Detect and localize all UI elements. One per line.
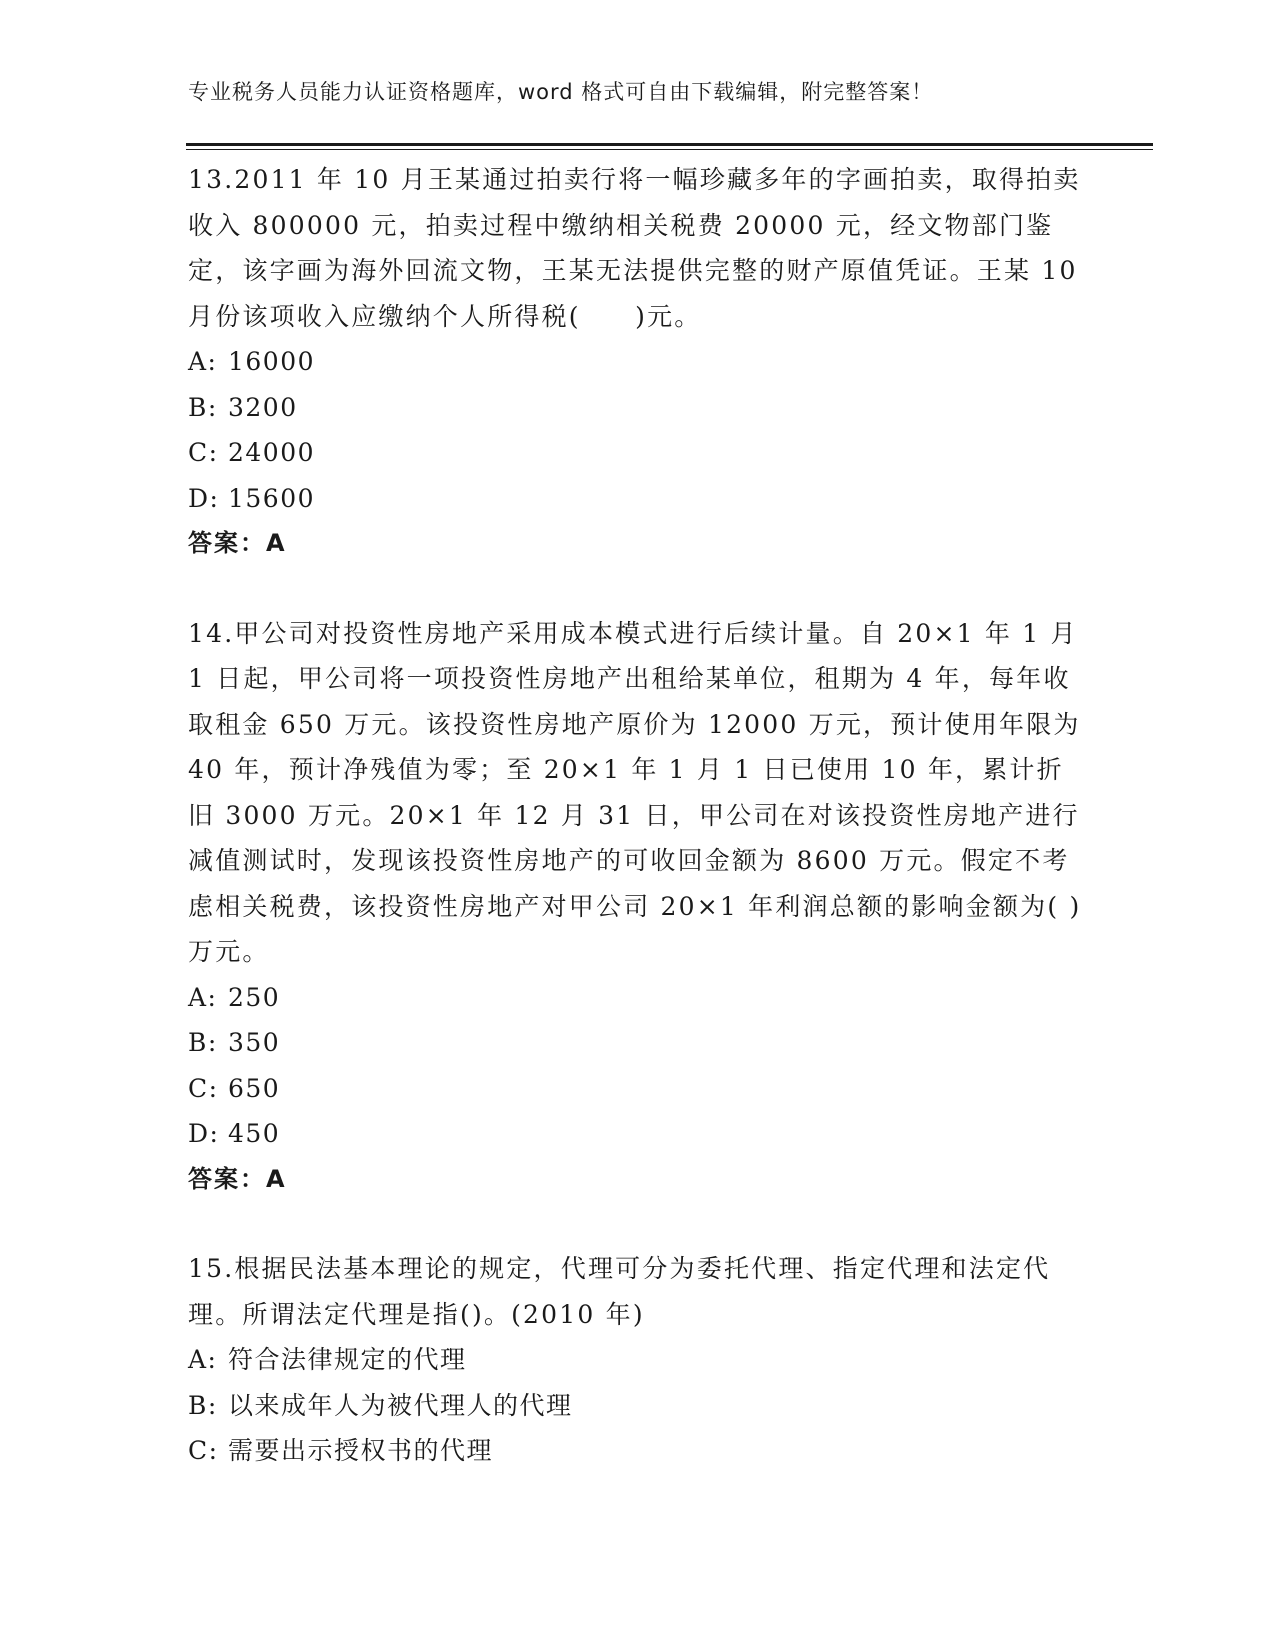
answer-line: 答案：A — [188, 1164, 287, 1193]
question-list — [188, 157, 1088, 1518]
option-letter: C: — [188, 1436, 219, 1465]
option-letter: A: — [188, 982, 218, 1012]
header-rule-thin — [186, 149, 1153, 150]
question-14 — [188, 611, 1088, 1203]
option-text: 650 — [228, 1073, 281, 1103]
option-text: 3200 — [228, 392, 298, 422]
option-letter: B: — [188, 392, 218, 422]
option-text: 需要出示授权书的代理 — [228, 1436, 494, 1465]
option-b — [188, 385, 1088, 431]
option-a — [188, 975, 1088, 1021]
option-text: 450 — [228, 1119, 281, 1148]
option-a — [188, 1337, 1088, 1383]
question-stem: 14.甲公司对投资性房地产采用成本模式进行后续计量。自 20×1 年 1 月 1 日起，甲公司将一项投资性房地产出租给某单位，租期为 4 年，每年收取租金 650 万元。该投资性房地产原价为 12000 万元，预计使用年限为 40 年，预计净残值为零；至 20×1 年 1 月 1 日已使用 10 年，累计折旧 3000 万元。20×1 年 12 月 31 日，甲公司在对该投资性房地产进行减值测试时，发现该投资性房地产的可收回金额为 8600 万元。假定不考虑相关税费，该投资性房地产对甲公司 20×1 年利润总额的影响金额为( )万元。 — [188, 618, 1082, 966]
option-text: 符合法律规定的代理 — [228, 1345, 467, 1374]
question-stem: 15.根据民法基本理论的规定，代理可分为委托代理、指定代理和法定代理。所谓法定代理是指()。(2010 年) — [188, 1254, 1051, 1329]
question-15 — [188, 1246, 1088, 1474]
option-d — [188, 1111, 1088, 1157]
option-text: 250 — [228, 982, 281, 1012]
option-b — [188, 1020, 1088, 1066]
option-a — [188, 339, 1088, 385]
question-stem: 13.2011 年 10 月王某通过拍卖行将一幅珍藏多年的字画拍卖，取得拍卖收入 800000 元，拍卖过程中缴纳相关税费 20000 元，经文物部门鉴定，该字画为海外回流文物，王某无法提供完整的财产原值凭证。王某 10 月份该项收入应缴纳个人所得税( )元。 — [188, 165, 1081, 331]
option-letter: A: — [188, 347, 218, 376]
option-letter: D: — [188, 483, 220, 513]
option-letter: B: — [188, 1390, 218, 1420]
option-letter: B: — [188, 1028, 218, 1057]
option-letter: C: — [188, 438, 219, 467]
option-letter: C: — [188, 1073, 219, 1103]
option-c — [188, 1066, 1088, 1112]
option-c — [188, 430, 1088, 476]
option-text: 以来成年人为被代理人的代理 — [228, 1390, 573, 1420]
question-13 — [188, 157, 1088, 567]
option-letter: A: — [188, 1345, 218, 1374]
option-text: 15600 — [228, 483, 316, 513]
option-b — [188, 1383, 1088, 1429]
answer-line: 答案：A — [188, 529, 287, 557]
option-text: 350 — [228, 1028, 281, 1057]
option-d — [188, 476, 1088, 522]
option-letter: D: — [188, 1119, 220, 1148]
option-text: 24000 — [228, 438, 316, 467]
option-c — [188, 1428, 1088, 1474]
header-rule-thick — [186, 143, 1153, 146]
page-header: 专业税务人员能力认证资格题库，word 格式可自由下载编辑，附完整答案！ — [188, 80, 934, 104]
option-text: 16000 — [228, 347, 316, 376]
